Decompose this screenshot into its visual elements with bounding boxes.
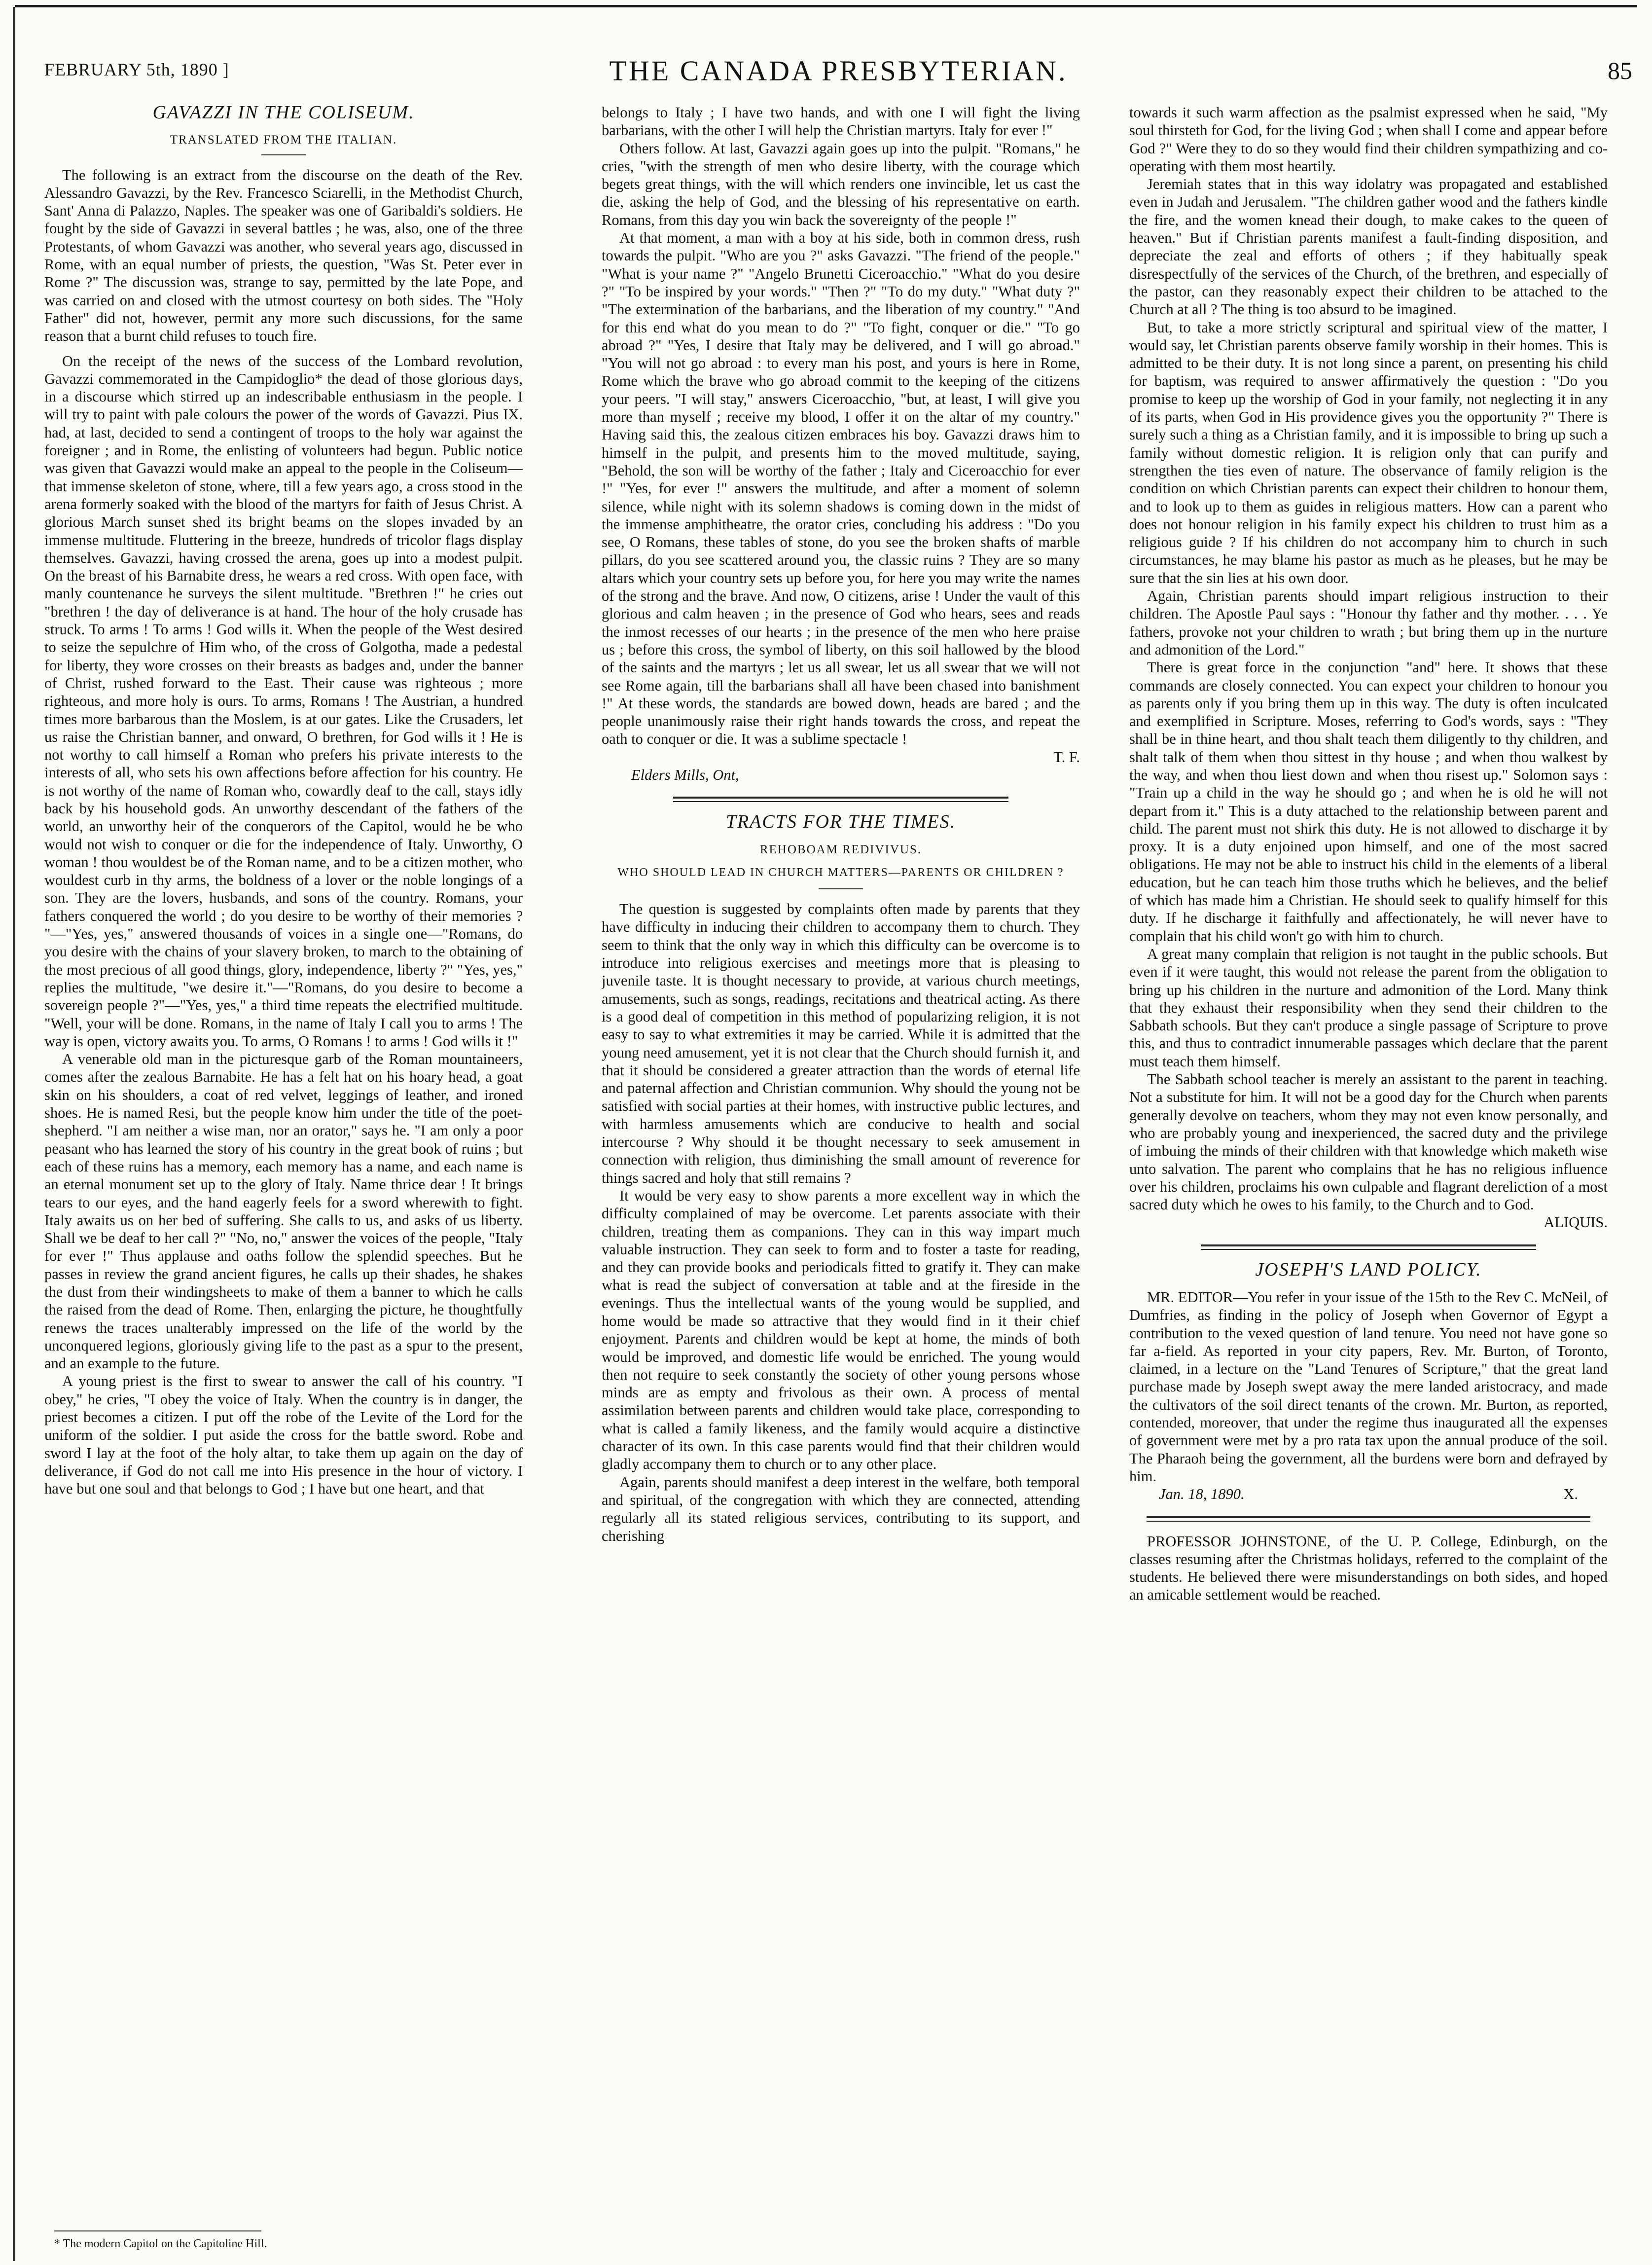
paragraph: It would be very easy to show parents a more excellent way in which the difficulty complained of may be overcome. Let parents associate with their children, treating them as companions. They can in this way impart much valuable instruction. They can seek to form and to foster a taste for reading, and they can provide books and periodicals fitted to gratify it. They can make what is read the subject of conversation at table and at the fireside in the evenings. Thus the intellectual wants of the young would be supplied, and home would be made so attractive that they would find in it their chief enjoyment. Parents and children would be kept at home, the minds of both would be improved, and domestic life would be enriched. The young would then not require to seek constantly the society of other young persons whose minds are as empty and frivolous as their own. A process of mental assimilation between parents and children would take place, corresponding to what is called a family likeness, and the family would acquire a distinctive character of its own. In this case parents would find that their children would gladly accompany them to church or to any other place. [602,1187,1080,1473]
column-3 [1129,104,1608,2225]
double-rule [1147,1516,1590,1522]
paragraph: But, to take a more strictly scriptural and spiritual view of the matter, I would say, let Christian parents observe family worship in their homes. This is admitted to be their duty. It is not long since a parent, on presenting his child for baptism, was required to answer affirmatively the question : "Do you promise to keep up the worship of God in your family, not neglecting it in any of its parts, when God in His providence gives you the opportunity ?" There is surely such a thing as a Christian family, and it is impossible to bring up such a family without domestic religion. It is religion only that can purify and strengthen the ties even of nature. The observance of family religion is the condition on which Christian parents can expect their children to honour them, and to look up to them as guides in religious matters. How can a parent who does not honour religion in his family expect his children to trust him as a religious guide ? If his children do not accompany him to church in such circumstances, he may blame his pastor as much as he pleases, but he may be sure that the sin lies at his own door. [1129,319,1608,586]
paragraph: belongs to Italy ; I have two hands, and with one I will fight the living barbarians, with the other I will help the Christian martyrs. Italy for ever !" [602,104,1080,139]
signature: X. [1563,1486,1578,1503]
paragraph: Jeremiah states that in this way idolatry was propagated and established even in Judah and Jerusalem. "The children gather wood and the fathers kindle the fire, and the women knead their dough, to make cakes to the queen of heaven." But if Christian parents manifest a fault-finding disposition, and depreciate the zeal and efforts of others ; if they habitually speak disrespectfully of the services of the Church, of the brethren, and especially of the pastor, can they reasonably expect their children to be attached to the Church at all ? The thing is too absurd to be imagined. [1129,176,1608,318]
paragraph: A young priest is the first to swear to answer the call of his country. "I obey," he cries, "I obey the voice of Italy. When the country is in danger, the priest becomes a citizen. I put off the robe of the Levite of the Lord for the uniform of the soldier. I put aside the cross for the battle sword. Robe and sword I lay at the foot of the holy altar, to take them up again on the day of deliverance, if God do not call me into His presence in the hour of victory. I have but one soul and that belongs to God ; I have but one heart, and that [44,1373,523,1498]
paragraph: Again, Christian parents should impart religious instruction to their children. The Apostle Paul says : "Honour thy father and thy mother. . . . Ye fathers, provoke not your children to wrath ; but bring them up in the nurture and admonition of the Lord." [1129,587,1608,658]
left-margin-rule [13,7,15,2261]
column-2 [602,104,1080,2225]
signature: T. F. [1053,748,1080,766]
footnote-rule [54,2230,261,2231]
issue-date: FEBRUARY 5th, 1890 ] [44,60,229,79]
article-title: JOSEPH'S LAND POLICY. [1255,1259,1482,1280]
letter-footer [1129,1485,1608,1503]
paragraph: There is great force in the conjunction "and" here. It shows that these commands are closely connected. You can expect your children to honour you as parents only if you bring them up in this way. The duty is often inculcated and exemplified in Scripture. Moses, referring to God's words, says : "They shall be in thine heart, and thou shalt teach them diligently to thy children, and shalt talk of them when thou sittest in thy house ; and when thou walkest by the way, and when thou liest down and when thou risest up." Solomon says : "Train up a child in the way he should go ; and when he is old he will not depart from it." This is a duty attached to the relationship between parent and child. The parent must not shirk this duty. He is not allowed to discharge it by proxy. It is a duty enjoined upon himself, and one of the most sacred obligations. He may not be able to instruct his child in the elements of a liberal education, but he can teach him those truths which he believes, and the belief of which has made him a Christian. He should seek to qualify himself for this duty. If he discharge it faithfully and affectionately, he will never have to complain that his child won't go with him to church. [1129,659,1608,945]
article-title: TRACTS FOR THE TIMES. [725,811,956,833]
paragraph: The question is suggested by complaints often made by parents that they have difficulty in inducing their children to accompany them to church. They seem to think that the only way in which this difficulty can be overcome is to introduce into religious exercises and meetings more that is pleasing to juvenile taste. It is thought necessary to provide, at various church meetings, amusements, such as songs, readings, recitations and theatrical acting. As there is a good deal of competition in this method of popularizing religion, it is not easy to say to what extremities it may be carried. While it is admitted that the young need amusement, yet it is not clear that the Church should furnish it, and that it should be considered a greater attraction than the words of eternal life and paternal affection and Christian communion. Why should the young not be satisfied with social parties at their homes, with instructive public lectures, and with harmless amusements which are conducive to health and social intercourse ? Why should it be thought necessary to seek amusement in connection with religion, thus diminishing the small amount of reverence for things sacred and holy that still remains ? [602,901,1080,1186]
newspaper-title: THE CANADA PRESBYTERIAN. [609,55,1068,87]
article-subtitle: TRANSLATED FROM THE ITALIAN. [170,133,397,147]
article-title: GAVAZZI IN THE COLISEUM. [152,104,415,123]
article-question-heading: WHO SHOULD LEAD IN CHURCH MATTERS—PARENTS OR CHILDREN ? [617,866,1064,879]
paragraph: The Sabbath school teacher is merely an assistant to the parent in teaching. Not a substitute for him. It will not be a good day for the Church when parents generally devolve on teachers, whom they may not even know personally, and who are probably young and inexperienced, the sacred duty and the privilege of imbuing the minds of their children with that knowledge which maketh wise unto salvation. The parent who complains that he has no religious influence over his children, proclaims his own culpable and flagrant dereliction of a most sacred duty which he owes to his family, to the Church and to God. [1129,1071,1608,1213]
article-subtitle: REHOBOAM REDIVIVUS. [759,842,922,856]
footnote: * The modern Capitol on the Capitoline Hill. [54,2237,267,2250]
paragraph: A great many complain that religion is not taught in the public schools. But even if it were taught, this would not release the parent from the obligation to bring up his children in the nurture and admonition of the Lord. Many think that they exhaust their responsibility when they send their children to the Sabbath schools. But they can't produce a single passage of Scripture to prove this, and thus to contradict innumerable passages which declare that the parent must teach them himself. [1129,945,1608,1070]
paragraph: MR. EDITOR—You refer in your issue of the 15th to the Rev C. McNeil, of Dumfries, as finding in the policy of Joseph when Governor of Egypt a contribution to the vexed question of land tenure. You need not have gone so far a-field. As reported in your city papers, Rev. Mr. Burton, of Toronto, claimed, in a lecture on the "Land Tenures of Scripture," that the great land purchase made by Joseph swept away the mere landed aristocracy, and made the cultivators of the soil direct tenants of the crown. Mr. Burton, as reported, contended, moreover, that under the regime thus inaugurated all the expenses of government were met by a pro rata tax upon the annual produce of the soil. The Pharaoh being the government, all the burdens were born and defrayed by him. [1129,1289,1608,1485]
letter-date: Jan. 18, 1890. [1159,1486,1245,1503]
divider [819,888,863,889]
masthead [44,54,1632,94]
divider [261,154,306,155]
dateline-place: Elders Mills, Ont, [631,766,739,783]
paragraph: At that moment, a man with a boy at his side, both in common dress, rush towards the pulpit. "Who are you ?" asks Gavazzi. "The friend of the people." "What is your name ?" "Angelo Brunetti Ciceroacchio." "What do you desire ?" "To be inspired by your words." "Then ?" "To do my duty." "What duty ?" "The extermination of the barbarians, and the liberation of my country." "And for this end what do you mean to do ?" "To fight, conquer or die." "To go abroad ?" "Yes, I desire that Italy may be delivered, and I will go abroad." "You will not go abroad : to every man his post, and yours is here in Rome, Rome which the brave who go abroad commit to the keeping of the citizens your peers. "I will stay," answers Ciceroacchio, "but, at least, I will give you more than myself ; receive my blood, I offer it on the altar of my country." Having said this, the zealous citizen embraces his boy. Gavazzi draws him to himself in the pulpit, and presents him to the moved multitude, saying, "Behold, the son will be worthy of the father ; Italy and Ciceroacchio for ever !" "Yes, for ever !" answers the multitude, and after a moment of solemn silence, while night with its solemn shadows is coming down in the midst of the immense amphitheatre, the orator cries, concluding his address : "Do you see, O Romans, these tables of stone, do you see the broken shafts of marble pillars, do you see scattered around you, the classic ruins ? They are so many altars which your country sets up before you, for here you may write the names of the strong and the brave. And now, O citizens, arise ! Under the vault of this glorious and calm heaven ; in the presence of God who hears, sees and reads the inmost recesses of our hearts ; in the presence of the men who here praise us ; before this cross, the symbol of liberty, on this soil hallowed by the blood of the saints and the martyrs ; let us all swear, let us all swear that we will not see Rome again, till the barbarians shall all have been chased into banishment !" At these words, the standards are bowed down, heads are bared ; and the people unanimously raise their right hands towards the cross, and repeat the oath to conquer or die. It was a sublime spectacle ! [602,229,1080,748]
paragraph: A venerable old man in the picturesque garb of the Roman mountaineers, comes after the zealous Barnabite. He has a felt hat on his hoary head, a goat skin on his shoulders, a coat of red velvet, leggings of leather, and ironed shoes. He is named Resi, but the people know him under the title of the poet-shepherd. "I am neither a wise man, nor an orator," says he. "I am only a poor peasant who has learned the story of his country in the great book of ruins ; but each of these ruins has a memory, each memory has a name, and each name is an eternal monument set up to the glory of Italy. Name thrice dear ! It brings tears to our eyes, and the hand eagerly feels for a sword wherewith to fight. Italy awaits us on her bed of suffering. She calls to us, and asks of us liberty. Shall we be deaf to her call ?" "No, no," answer the voices of the people, "Italy for ever !" Thus applause and oaths follow the splendid speeches. But he passes in review the grand ancient figures, he calls up their shades, he shakes the dust from their windingsheets to make of them a banner to which he calls the raised from the dead of Rome. Then, enlarging the picture, he thoughtfully renews the traces unalterably impressed on the life of the world by the unconquered legions, gloriously giving life to the past as a spur to the present, and an example to the future. [44,1051,523,1372]
page-number: 85 [1608,57,1632,84]
signature: ALIQUIS. [1544,1214,1608,1231]
paragraph: Again, parents should manifest a deep interest in the welfare, both temporal and spiritual, of the congregation with which they are connected, attending regularly all its stated religious services, contributing to its support, and cherishing [602,1473,1080,1544]
paragraph: The following is an extract from the discourse on the death of the Rev. Alessandro Gavazzi, by the Rev. Francesco Sciarelli, in the Methodist Church, Sant' Anna di Palazzo, Naples. The speaker was one of Garibaldi's soldiers. He fought by the side of Gavazzi in several battles ; he was, also, one of the three Protestants, of whom Gavazzi was another, who several years ago, discussed in Rome, with an equal number of priests, the question, "Was St. Peter ever in Rome ?" The discussion was, strange to say, permitted by the late Pope, and was carried on and closed with the utmost courtesy on both sides. The "Holy Father" did not, however, permit any more such discussions, for the same reason that a burnt child refuses to touch fire. [44,166,523,345]
top-rule [15,5,1637,7]
double-rule [1201,1244,1536,1250]
paragraph: PROFESSOR JOHNSTONE, of the U. P. College, Edinburgh, on the classes resuming after the Christmas holidays, referred to the complaint of the students. He believed there were misunderstandings on both sides, and hoped an amicable settlement would be reached. [1129,1533,1608,1604]
paragraph: towards it such warm affection as the psalmist expressed when he said, "My soul thirsteth for God, for the living God ; when shall I come and appear before God ?" Were they to do so they would find their children sympathizing and co-operating with them most heartily. [1129,104,1608,175]
paragraph: Others follow. At last, Gavazzi again goes up into the pulpit. "Romans," he cries, "with the strength of men who desire liberty, with the courage which begets great things, with the will which renders one invincible, let us cast the die, asking the help of God, and the blessing of his representative on earth. Romans, from this day you win back the sovereignty of the people !" [602,140,1080,228]
column-1 [44,104,523,2225]
double-rule [673,797,1008,802]
paragraph: On the receipt of the news of the success of the Lombard revolution, Gavazzi commemorated in the Campidoglio* the dead of those glorious days, in a discourse which stirred up an indescribable enthusiasm in the people. I will try to paint with pale colours the power of the words of Gavazzi. Pius IX. had, at last, decided to send a contingent of troops to the holy war against the foreigner ; and in Rome, the enlisting of volunteers had begun. Public notice was given that Gavazzi would make an appeal to the people in the Coliseum—that immense skeleton of stone, where, till a few years ago, a cross stood in the arena formerly soaked with the blood of the martyrs for faith of Jesus Christ. A glorious March sunset shed its bright beams on the slopes invaded by an immense multitude. Fluttering in the breeze, hundreds of tricolor flags display themselves. Gavazzi, having crossed the arena, goes up into a modest pulpit. On the breast of his Barnabite dress, he wears a red cross. With open face, with manly countenance he surveys the silent multitude. "Brethren !" he cries out "brethren ! the day of deliverance is at hand. The hour of the holy crusade has struck. To arms ! To arms ! God wills it. When the people of the West desired to seize the sepulchre of Him who, of the cross of Golgotha, made a pedestal for liberty, they wore crosses on their breasts as badges and, under the banner of Christ, rushed forward to the East. Their cause was righteous ; more righteous, and more holy is ours. To arms, Romans ! The Austrian, a hundred times more barbarous than the Moslem, is at our gates. Like the Crusaders, let us raise the Christian banner, and onward, O brethren, for God wills it ! He is not worthy to call himself a Roman who prefers his private interests to the interests of all, who sets his own affections before affection for his country. He is not worthy of the name of Roman who, cowardly deaf to the call, stays idly back by his household gods. An unworthy descendant of the fathers of the world, an unworthy heir of the conquerors of the Capitol, would he be who would not wish to conquer or die for the independence of Italy. Unworthy, O woman ! thou wouldest be of the Roman name, and to be a citizen mother, who wouldest curb in thy arms, the boldness of a lover or the noble longings of a son. They are the lovers, husbands, and sons of the country. Romans, your fathers conquered the world ; do you desire to be worthy of their memories ? "—"Yes, yes," answered thousands of voices in a single one—"Romans, do you desire with the chains of your slavery broken, to march to the obtaining of the most precious of all good things, glory, independence, liberty ?" "Yes, yes," replies the multitude, "we desire it."—"Romans, do you desire to become a sovereign people ?"—"Yes, yes," a third time repeats the electrified multitude. "Well, your will be done. Romans, in the name of Italy I call you to arms ! The way is open, victory awaits you. To arms, O Romans ! to arms ! God wills it !" [44,352,523,1050]
